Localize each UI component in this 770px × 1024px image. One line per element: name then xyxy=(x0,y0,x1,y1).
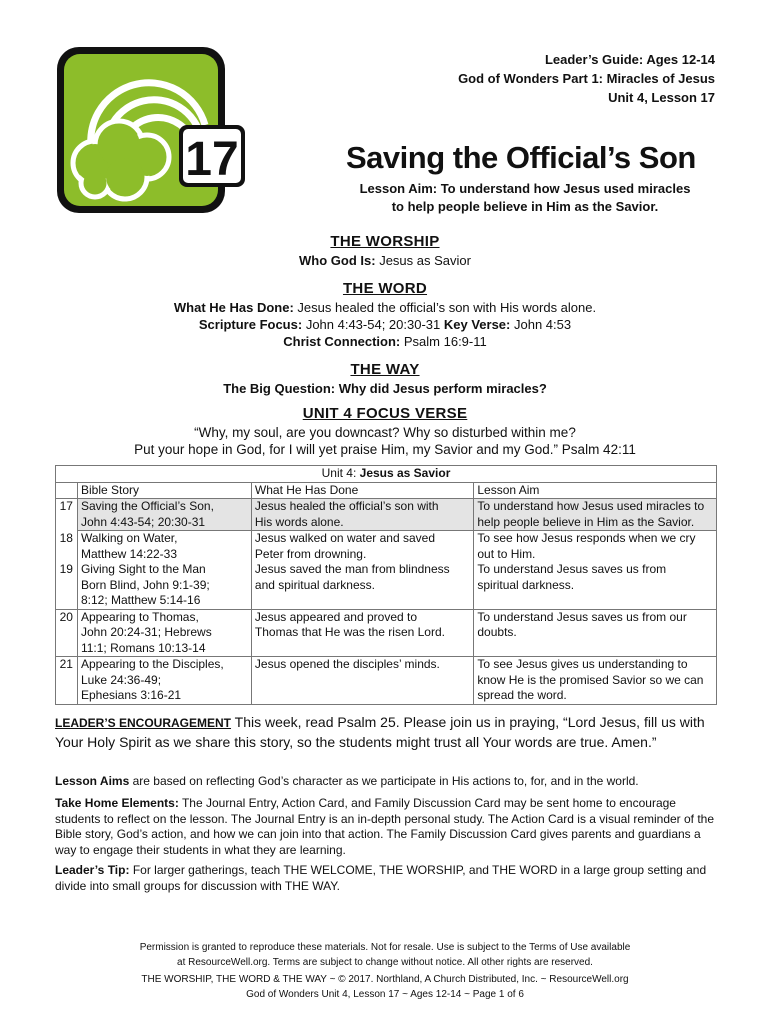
unit-cell-line: doubts. xyxy=(477,625,517,639)
unit-cell-line: John 20:24-31; Hebrews xyxy=(80,625,212,639)
permission-line: Permission is granted to reproduce these materials. Not for resale. Use is subject to the Terms of Use available xyxy=(139,942,631,953)
unit-cell-line: 11:1; Romans 10:13-14 xyxy=(80,640,206,655)
worship-section xyxy=(0,233,770,269)
unit-header-num xyxy=(56,482,78,499)
unit-cell-line: To understand Jesus saves us from our xyxy=(477,609,687,624)
tip-label: Leader’s Tip: xyxy=(55,863,130,877)
worship-heading: THE WORSHIP xyxy=(330,233,440,250)
focus-verse-heading: UNIT 4 FOCUS VERSE xyxy=(302,405,468,422)
unit-cell-line: To see Jesus gives us understanding to xyxy=(477,657,688,671)
unit-cell-line: Ephesians 3:16-21 xyxy=(80,688,182,702)
big-question: The Big Question: Why did Jesus perform miracles? xyxy=(223,381,547,396)
unit-cell-line: Giving Sight to the Man xyxy=(80,562,206,576)
page-info-line: God of Wonders Unit 4, Lesson 17 ~ Ages 12-14 ~ Page 1 of 6 xyxy=(246,989,524,1000)
way-heading: THE WAY xyxy=(350,361,420,378)
unit-cell-line: Jesus healed the official’s son with xyxy=(254,499,439,513)
tip-text: For larger gatherings, teach THE WELCOME, THE WORSHIP, and THE WORD in a large group setting and divide into small groups for discussion with THE WAY. xyxy=(55,863,707,893)
unit-row xyxy=(56,499,717,531)
scripture-focus-label: Scripture Focus: xyxy=(198,317,303,332)
leaders-encouragement xyxy=(55,713,720,752)
unit-row-story xyxy=(77,609,251,657)
encouragement-text: This week, read Psalm 25. Please join us in praying, “Lord Jesus, fill us with Your Holy Spirit as we share this story, so the students might trust all Your words are true. Amen.” xyxy=(55,714,705,750)
unit-row-done xyxy=(251,531,473,563)
way-section xyxy=(0,361,770,397)
unit-table xyxy=(55,465,717,705)
unit-cell-line: To see how Jesus responds when we cry xyxy=(477,531,696,545)
unit-cell-line: To understand Jesus saves us from xyxy=(477,562,667,576)
christ-connection-label: Christ Connection: xyxy=(283,334,401,349)
word-heading: THE WORD xyxy=(342,280,428,297)
lesson-number: 17 xyxy=(185,133,239,186)
unit-row-story xyxy=(77,562,251,609)
unit-cell-line: Thomas that He was the risen Lord. xyxy=(254,625,445,639)
unit-caption-text: Jesus as Savior xyxy=(359,466,451,480)
focus-verse-line: “Why, my soul, are you downcast? Why so disturbed within me? xyxy=(194,425,576,440)
unit-row xyxy=(56,562,717,609)
unit-cell-line: His words alone. xyxy=(254,514,344,529)
unit-row-done xyxy=(251,657,473,705)
key-verse-label: Key Verse: xyxy=(443,317,511,332)
unit-row xyxy=(56,609,717,657)
unit-cell-line: Matthew 14:22-33 xyxy=(80,546,178,561)
unit-row-number: 21 xyxy=(56,657,78,705)
focus-verse-section xyxy=(0,405,770,458)
unit-row-number: 17 xyxy=(56,499,78,531)
key-verse-text: John 4:53 xyxy=(514,317,572,332)
unit-row-number: 19 xyxy=(56,562,78,609)
unit-cell-line: know He is the promised Savior so we can xyxy=(477,672,704,687)
lesson-aim-line: Lesson Aim: To understand how Jesus used miracles xyxy=(359,181,691,196)
unit-row-story xyxy=(77,657,251,705)
unit-header-cell: Bible Story xyxy=(77,482,251,499)
unit-row-done xyxy=(251,609,473,657)
guide-header xyxy=(458,50,715,107)
lesson-logo xyxy=(55,45,247,217)
unit-cell-line: John 4:43-54; 20:30-31 xyxy=(80,514,206,529)
unit-row-done xyxy=(251,499,473,531)
encouragement-label: LEADER’S ENCOURAGEMENT xyxy=(55,716,232,730)
unit-cell-line: Peter from drowning. xyxy=(254,546,367,561)
unit-header-row xyxy=(56,482,717,499)
unit-cell-line: spiritual darkness. xyxy=(477,577,575,592)
leaders-tip xyxy=(55,863,720,894)
take-home-text: The Journal Entry, Action Card, and Family Discussion Card may be sent home to encourage students to reflect on the lesson. The Journal Entry is an in-depth personal study. The Action Card is a visual reminder of the Bible story, God’s action, and how we can join into that action. The Family Discussion Card gives parents and guardians a way to engage their students in what they are learning. xyxy=(55,796,715,857)
unit-row-story xyxy=(77,499,251,531)
scripture-focus-text: John 4:43-54; 20:30-31 xyxy=(305,317,441,332)
unit-row-aim xyxy=(474,499,717,531)
unit-cell-line: spread the word. xyxy=(477,688,567,702)
unit-row xyxy=(56,657,717,705)
christ-connection-text: Psalm 16:9-11 xyxy=(403,334,487,349)
unit-cell-line: Jesus appeared and proved to xyxy=(254,609,418,624)
unit-row-aim xyxy=(474,562,717,609)
focus-verse-line: Put your hope in God, for I will yet praise Him, my Savior and my God.” Psalm 42:11 xyxy=(134,442,636,457)
lesson-aim xyxy=(330,180,720,216)
unit-cell-line: Walking on Water, xyxy=(80,531,178,545)
guide-unit-lesson: Unit 4, Lesson 17 xyxy=(608,90,715,105)
done-text: Jesus healed the official’s son with His words alone. xyxy=(297,300,597,315)
take-home-elements xyxy=(55,796,720,858)
unit-cell-line: Saving the Official’s Son, xyxy=(80,499,214,513)
unit-row-aim xyxy=(474,657,717,705)
unit-cell-line: out to Him. xyxy=(477,546,536,561)
unit-cell-line: Born Blind, John 9:1-39; xyxy=(80,577,210,592)
worship-label: Who God Is: xyxy=(299,253,376,268)
unit-header-cell: What He Has Done xyxy=(251,482,473,499)
unit-cell-line: and spiritual darkness. xyxy=(254,577,375,592)
lesson-aim-line: to help people believe in Him as the Savior. xyxy=(391,199,659,214)
unit-caption xyxy=(56,466,717,483)
unit-caption-row xyxy=(56,466,717,483)
unit-row xyxy=(56,531,717,563)
unit-row-aim xyxy=(474,531,717,563)
unit-row-done xyxy=(251,562,473,609)
unit-cell-line: 8:12; Matthew 5:14-16 xyxy=(80,593,201,607)
unit-row-story xyxy=(77,531,251,563)
guide-series: God of Wonders Part 1: Miracles of Jesus xyxy=(458,71,715,86)
copyright-line: THE WORSHIP, THE WORD & THE WAY ~ © 2017. Northland, A Church Distributed, Inc. ~ ResourceWell.org xyxy=(141,974,629,985)
unit-caption-label: Unit 4: xyxy=(321,466,357,480)
unit-row-number: 18 xyxy=(56,531,78,563)
unit-row-number: 20 xyxy=(56,609,78,657)
lesson-aims-note xyxy=(55,774,720,790)
lesson-aims-text: are based on reflecting God’s character as we participate in His actions to, for, and in the world. xyxy=(132,774,639,788)
page-footer xyxy=(0,940,770,1002)
unit-cell-line: Luke 24:36-49; xyxy=(80,672,162,687)
unit-cell-line: Appearing to the Disciples, xyxy=(80,657,224,671)
unit-header-cell: Lesson Aim xyxy=(474,482,717,499)
lesson-title: Saving the Official’s Son xyxy=(346,140,696,175)
permission-line: at ResourceWell.org. Terms are subject to change without notice. All other rights are reserved. xyxy=(177,957,593,968)
done-label: What He Has Done: xyxy=(173,300,294,315)
unit-cell-line: Appearing to Thomas, xyxy=(80,609,199,624)
take-home-label: Take Home Elements: xyxy=(55,796,179,810)
unit-cell-line: Jesus opened the disciples’ minds. xyxy=(254,657,440,671)
unit-row-aim xyxy=(474,609,717,657)
unit-cell-line: To understand how Jesus used miracles to xyxy=(477,499,705,513)
unit-cell-line: help people believe in Him as the Savior. xyxy=(477,514,695,529)
unit-cell-line: Jesus walked on water and saved xyxy=(254,531,435,545)
rainbow-cloud-icon xyxy=(55,45,247,217)
unit-cell-line: Jesus saved the man from blindness xyxy=(254,562,450,576)
guide-level: Leader’s Guide: Ages 12-14 xyxy=(544,52,715,67)
lesson-aims-label: Lesson Aims xyxy=(55,774,130,788)
word-section xyxy=(0,280,770,350)
worship-text: Jesus as Savior xyxy=(379,253,471,268)
